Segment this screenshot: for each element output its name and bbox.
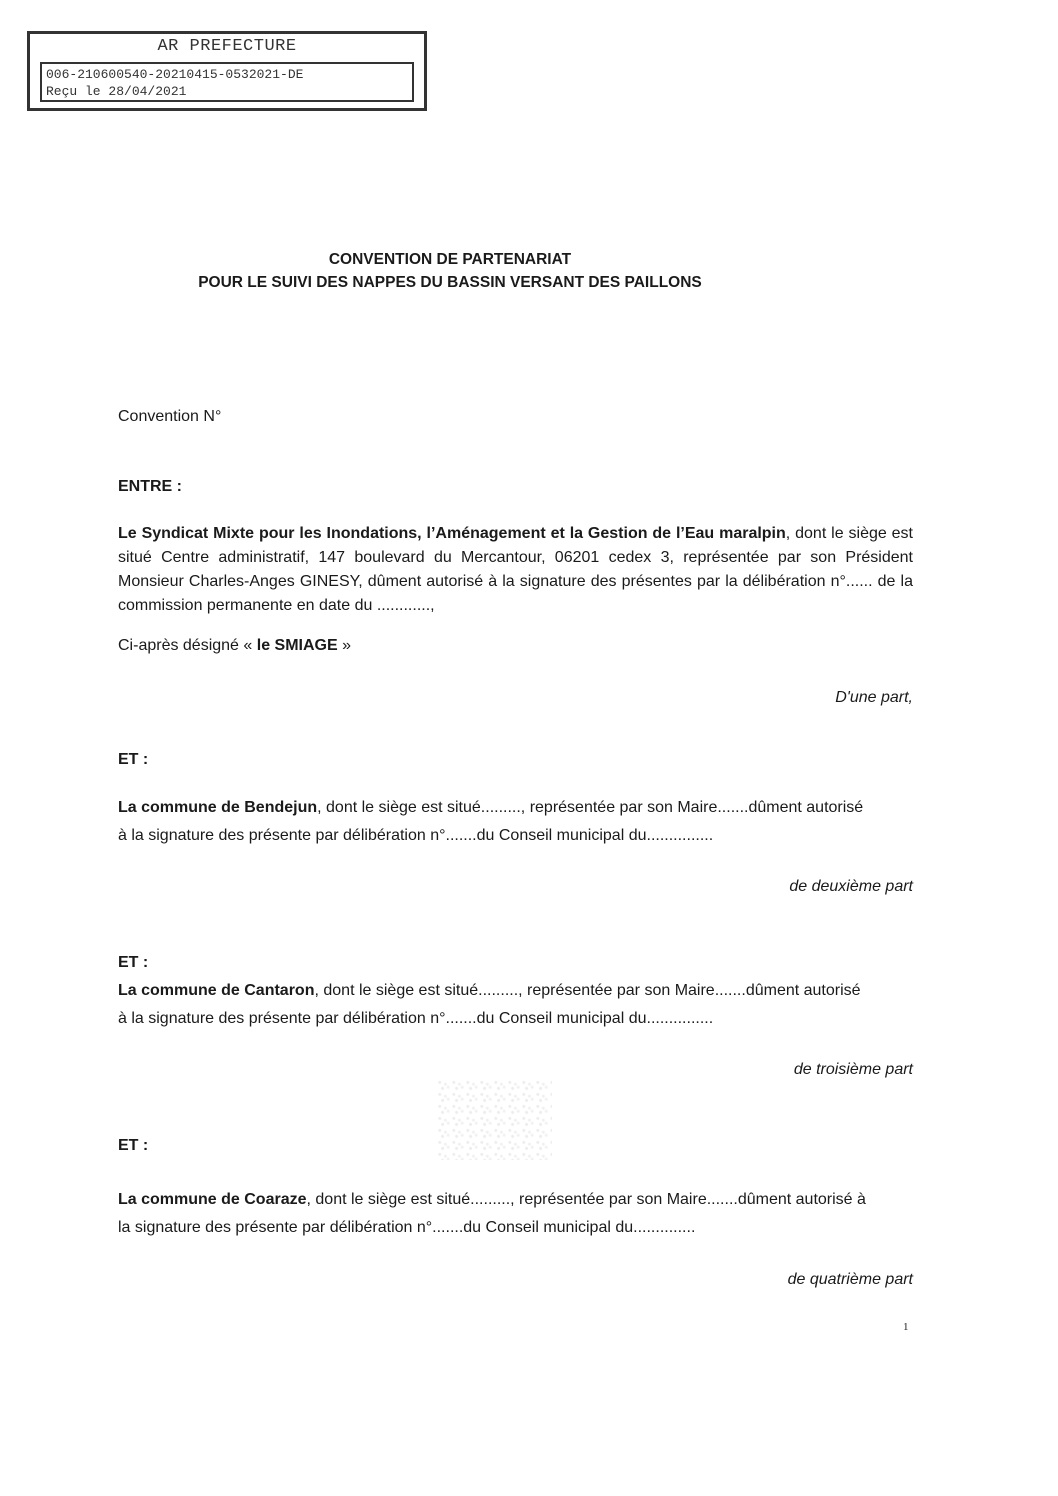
prefecture-stamp [27,31,427,111]
party2-paragraph [118,796,913,848]
et-label-3: ET : [118,1137,149,1154]
document-title [0,248,900,294]
party1-designation [118,634,913,658]
stamp-received-date: Reçu le 28/04/2021 [46,84,187,99]
designation-name: le SMIAGE [256,637,338,654]
designation-prefix: Ci-après désigné « [118,637,257,654]
party3-paragraph [118,979,913,1031]
party4-line2: la signature des présente par délibération n°.......du Conseil municipal du.............. [118,1219,696,1236]
party3-closing: de troisième part [793,1061,913,1078]
party2-closing: de deuxième part [789,878,913,895]
title-line-1: CONVENTION DE PARTENARIAT [328,251,572,268]
scan-noise [437,1080,552,1160]
party4-paragraph [118,1188,913,1240]
party2-line2: à la signature des présente par délibération n°.......du Conseil municipal du............... [118,827,714,844]
party2-line1: , dont le siège est situé........., représentée par son Maire.......dûment autorisé [317,799,864,816]
entre-label: ENTRE : [118,478,182,495]
stamp-title: AR PREFECTURE [157,37,297,56]
party2-name: La commune de Bendejun [118,799,318,816]
party1-paragraph [118,522,913,618]
party3-line2: à la signature des présente par délibération n°.......du Conseil municipal du............... [118,1010,714,1027]
party1-name: Le Syndicat Mixte pour les Inondations, l’Aménagement et la Gestion de l’Eau maralpin [118,525,786,542]
party4-closing: de quatrième part [787,1271,913,1288]
page-number: 1 [903,1321,909,1333]
party4-name: La commune de Coaraze [118,1191,307,1208]
stamp-details-box [40,62,414,102]
party3-line1: , dont le siège est situé........., représentée par son Maire.......dûment autorisé [314,982,861,999]
convention-number: Convention N° [118,408,222,425]
party1-text: , dont le siège est situé Centre administratif, 147 boulevard du Mercantour, 06201 cedex 3, représentée par son Président Monsieur Charles-Anges GINESY, dûment autorisé à la signature des présentes par la délibération n°...... de la commission permanente en date du ............, [118,525,913,614]
designation-suffix: » [337,637,351,654]
et-label-2: ET : [118,954,149,971]
party3-name: La commune de Cantaron [118,982,315,999]
stamp-reference: 006-210600540-20210415-0532021-DE [46,67,304,82]
title-line-2: POUR LE SUIVI DES NAPPES DU BASSIN VERSANT DES PAILLONS [198,274,702,291]
party1-closing: D'une part, [835,689,913,706]
party4-line1: , dont le siège est situé........., représentée par son Maire.......dûment autorisé à [306,1191,866,1208]
et-label-1: ET : [118,751,149,768]
